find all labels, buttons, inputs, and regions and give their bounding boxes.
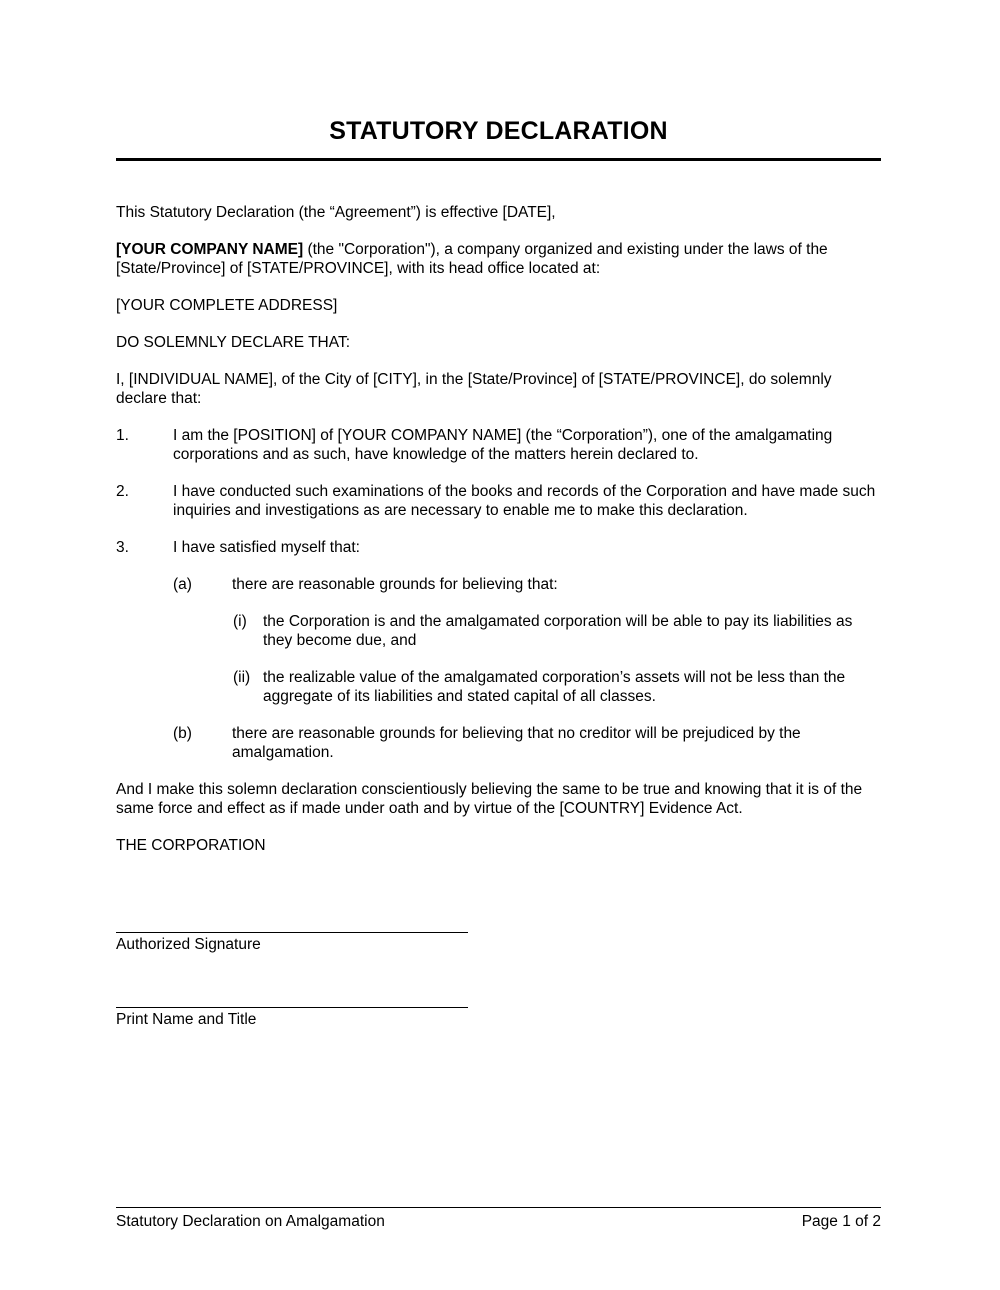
item-number: 2. xyxy=(116,483,129,500)
declarant-paragraph: I, [INDIVIDUAL NAME], of the City of [CITY], in the [State/Province] of [STATE/PROVINCE], do solemnly declare that: xyxy=(116,371,832,407)
list-item xyxy=(116,538,881,557)
list-item xyxy=(116,426,881,464)
intro-paragraph: This Statutory Declaration (the “Agreement”) is effective [DATE], xyxy=(116,204,556,221)
signature-line xyxy=(116,932,468,933)
item-number: 1. xyxy=(116,427,129,444)
address-paragraph: [YOUR COMPLETE ADDRESS] xyxy=(116,297,338,314)
sub-item-label: (b) xyxy=(173,725,192,742)
sub-item-label: (i) xyxy=(233,613,247,630)
footer-document-name: Statutory Declaration on Amalgamation xyxy=(116,1213,385,1230)
print-name-label: Print Name and Title xyxy=(116,1011,257,1028)
document-body xyxy=(116,203,881,873)
closing-paragraph: And I make this solemn declaration conscientiously believing the same to be true and knowing that it is of the same force and effect as if made under oath and by virtue of the [COUNTRY] Evidence Act. xyxy=(116,781,863,817)
print-name-line xyxy=(116,1007,468,1008)
signature-label: Authorized Signature xyxy=(116,936,261,953)
sub-item-label: (ii) xyxy=(233,669,251,686)
item-text: I am the [POSITION] of [YOUR COMPANY NAME] (the “Corporation”), one of the amalgamating corporations and as such, have knowledge of the matters herein declared to. xyxy=(173,427,833,463)
sub-item-b xyxy=(116,724,881,762)
item-text: I have conducted such examinations of the books and records of the Corporation and have made such inquiries and investigations as are necessary to enable me to make this declaration. xyxy=(173,483,876,519)
print-name-block xyxy=(116,1007,468,1029)
sub-item-a xyxy=(116,575,881,594)
item-text: I have satisfied myself that: xyxy=(173,539,360,556)
sub-item-text: there are reasonable grounds for believing that: xyxy=(232,576,558,593)
company-name: [YOUR COMPANY NAME] xyxy=(116,241,304,258)
title-divider xyxy=(116,158,881,161)
sub-item-ii xyxy=(116,668,881,706)
document-page xyxy=(116,0,881,1290)
sub-item-text: the realizable value of the amalgamated corporation’s assets will not be less than the aggregate of its liabilities and stated capital of all classes. xyxy=(263,669,846,705)
party-heading: THE CORPORATION xyxy=(116,837,266,854)
footer-divider xyxy=(116,1207,881,1208)
sub-item-i xyxy=(116,612,881,650)
company-description: (the "Corporation"), a company organized and existing under the laws of the [State/Province] of [STATE/PROVINCE], with its head office located at: xyxy=(116,241,828,277)
declare-heading: DO SOLEMNLY DECLARE THAT: xyxy=(116,334,350,351)
footer-page-number: Page 1 of 2 xyxy=(801,1213,881,1230)
sub-item-text: the Corporation is and the amalgamated corporation will be able to pay its liabilities as they become due, and xyxy=(263,613,853,649)
item-number: 3. xyxy=(116,539,129,556)
document-title: STATUTORY DECLARATION xyxy=(329,117,668,145)
company-paragraph xyxy=(116,240,881,278)
sub-item-text: there are reasonable grounds for believing that no creditor will be prejudiced by the amalgamation. xyxy=(232,725,801,761)
signature-block xyxy=(116,932,468,954)
sub-item-label: (a) xyxy=(173,576,192,593)
list-item xyxy=(116,482,881,520)
